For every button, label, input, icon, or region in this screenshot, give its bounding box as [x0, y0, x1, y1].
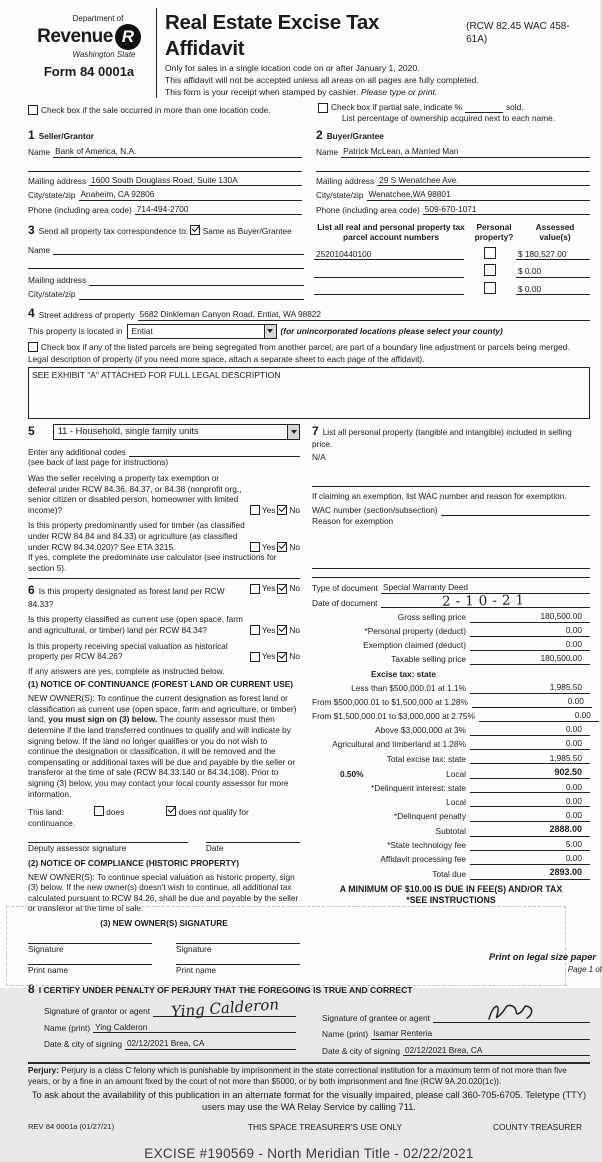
parcel-row [314, 247, 590, 261]
rcw-reference: (RCW 82.45 WAC 458-61A) [466, 21, 570, 45]
header-instruction-2: This affidavit will not be accepted unless all areas on all pages are fully completed. [165, 75, 479, 86]
title-block [156, 8, 590, 98]
page-number-note: Page 1 of [567, 965, 602, 974]
notice-continuance-title: (1) NOTICE OF CONTINUANCE (FOREST LAND OR CURRENT USE) [28, 679, 294, 690]
multi-location-label: Check box if the sale occurred in more than one location code. [41, 105, 271, 116]
land-does-not-checkbox[interactable] [166, 806, 176, 816]
certification-section: 8 I CERTIFY UNDER PENALTY OF PERJURY THAT THE FOREGOING IS TRUE AND CORRECT Signature of grantor or agent Ying Calderon Name (print) Ying Calderon Date & city of signing 02/12/2021 Brea, CA Signature of grantee or agent Name (print) Isamar Renteria Date & city of signing 02/12/2021 Brea, CA [28, 982, 590, 1057]
personal-property-line[interactable] [312, 476, 590, 487]
county-treasurer-label: COUNTY TREASURER [492, 1122, 582, 1133]
subtotal[interactable]: 2888.00 [470, 824, 590, 837]
parcel-number-field[interactable] [314, 267, 464, 278]
buyer-grantee-section: 2 Buyer/Grantee Name Patrick McLean, a Married Man Mailing address 29 S Wenatchee Ave. City/state/zip Wenatchee,WA 98801 Phone (including area code) 509-670-1071 [316, 128, 590, 216]
exemption-instruction: If claiming an exemption, list WAC number and reason for exemption. [312, 491, 567, 502]
correspondence-name-field[interactable] [53, 245, 304, 255]
document-date-field[interactable]: 2-10-21 [381, 596, 591, 609]
local-rate: 0.50% [340, 768, 364, 779]
section-7-number: 7 [312, 423, 319, 438]
section-1-heading: Seller/Grantor [38, 130, 95, 141]
form-number: Form 84 0001a [43, 64, 135, 80]
forest-yes-checkbox[interactable] [250, 584, 260, 594]
grantee-printed-name[interactable]: Isamar Renteria [371, 1028, 590, 1040]
affidavit-processing-fee[interactable]: 0.00 [470, 853, 590, 865]
form-revision: REV 84 0001a (01/27/21) [28, 1122, 115, 1132]
local-tax[interactable]: 902.50 [470, 767, 590, 780]
grantor-printed-name[interactable]: Ying Calderon [93, 1022, 296, 1034]
land-use-code-select[interactable]: 11 - Household, single family units [53, 424, 300, 440]
notice-compliance-title: (2) NOTICE OF COMPLIANCE (HISTORIC PROPERTY) [28, 858, 239, 868]
location-note: (for unincorporated locations please select your county) [280, 326, 503, 337]
parcel-number-field[interactable]: 252010440100 [314, 249, 464, 261]
certify-statement: I CERTIFY UNDER PENALTY OF PERJURY THAT THE FOREGOING IS TRUE AND CORRECT [38, 984, 413, 995]
top-checkbox-row [28, 102, 590, 123]
personal-property-value[interactable]: N/A [312, 451, 326, 462]
agency-block [28, 8, 150, 98]
footer-row [28, 1122, 590, 1133]
revenue-logo-icon: R [115, 24, 141, 50]
historical-yes-checkbox[interactable] [250, 652, 260, 662]
notice-compliance-body: NEW OWNER(S): To continue special valuation as historic property, sign (3) below. If the new owner(s) doesn't wish to continue, all additional tax calculated pursuant to RCW 84.26, shall be due and payable by the seller or transferor at the time of sale. [28, 871, 299, 914]
continuance-label: continuance. [28, 817, 76, 828]
washington-state-label: Washington State [72, 50, 136, 60]
historical-no-checkbox[interactable] [277, 652, 287, 662]
seller-citystatezip-field[interactable]: Anaheim, CA 92806 [79, 189, 303, 201]
exemption-yes-checkbox[interactable] [250, 505, 260, 515]
timber-yes-checkbox[interactable] [250, 542, 260, 552]
assessed-value-field[interactable]: $ 0.00 [516, 266, 590, 278]
timber-question: Is this property predominantly used for timber (as classified under RCW 84.84 and 84.33) or agriculture (as classified under RCW 84.34.020)? See ETA 3215. [28, 520, 245, 552]
predominate-use-note: If yes, complete the predominate use calculator (see instructions for section 5). [28, 552, 277, 573]
section-5-number: 5 [28, 424, 35, 439]
correspondence-citystatezip-field[interactable] [79, 290, 305, 300]
forest-no-checkbox[interactable] [277, 584, 287, 594]
header-instruction-3: This form is your receipt when stamped by cashier. Please type or print. [165, 87, 438, 98]
reason-exemption-line[interactable] [312, 558, 590, 569]
delinquent-interest-state[interactable]: 0.00 [470, 782, 590, 794]
grantor-signature-field[interactable] [153, 995, 296, 1021]
current-use-yes-checkbox[interactable] [250, 625, 260, 635]
buyer-mailing-field[interactable]: 29 S Wenatchee Ave. [377, 175, 590, 187]
current-use-no-checkbox[interactable] [277, 625, 287, 635]
dept-of-label: Department of [72, 14, 124, 23]
section-4-number: 4 [28, 305, 35, 320]
seller-phone-field[interactable]: 714-494-2700 [135, 204, 302, 216]
section-1-number: 1 [28, 127, 35, 142]
tier3-tax[interactable]: 0.00 [479, 710, 599, 722]
historical-question: Is this property receiving special valuation as historical property per RCW 84.26? [28, 640, 228, 662]
if-yes-note: If any answers are yes, complete as instructed below. [28, 665, 225, 676]
seller-mailing-field[interactable]: 1600 South Douglass Road, Suite 130A [89, 175, 302, 187]
chevron-down-icon [264, 325, 276, 338]
location-select[interactable]: Entiat [127, 324, 277, 339]
gross-selling-price[interactable]: 180,500.00 [470, 611, 590, 623]
parcel-numbers-header: List all real and personal property tax parcel account numbers [317, 222, 465, 243]
multi-location-checkbox[interactable] [28, 105, 38, 115]
tax-correspondence-section: 3 Send all property tax correspondence to: Same as Buyer/Grantee Name Mailing address City/state/zip [28, 223, 304, 299]
personal-property-deduct[interactable]: 0.00 [470, 625, 590, 637]
correspondence-extra-line[interactable] [28, 258, 304, 269]
land-use-section [28, 424, 300, 440]
personal-property-header: Personal property? [474, 222, 514, 243]
total-due[interactable]: 2893.00 [470, 867, 590, 880]
reason-exemption-label: Reason for exemption [312, 515, 394, 526]
tier4-tax[interactable]: 0.00 [470, 724, 590, 736]
header-instruction-1: Only for sales in a single location code on or after January 1, 2020. [165, 63, 420, 74]
additional-codes-note: (see back of last page for instructions) [28, 457, 169, 468]
buyer-citystatezip-field[interactable]: Wenatchee,WA 98801 [367, 189, 591, 201]
treasurer-space-label: THIS SPACE TREASURER'S USE ONLY [247, 1122, 403, 1133]
deputy-signature-label: Deputy assessor signature [28, 843, 127, 854]
current-use-question: Is this property classified as current use (open space, farm and agricultural, or timber) land per RCW 84.34? [28, 614, 243, 636]
property-address-section: 4 Street address of property 5682 Dinkleman Canyon Road, Entiat, WA 98822 This property is located in Entiat (for unincorporated locations please select your county) Check box if any of the listed parcels are being segregated from another parcel, are part of a boundary line adjustment or parcels being merged. Legal description of property (if you need more space, attach a separate sheet to each page of the affidavit). SEE EXHIBIT "A" ATTACHED FOR FULL LEGAL DESCRIPTION [28, 306, 590, 419]
partial-sale-suffix: sold. [505, 102, 524, 113]
section-2-number: 2 [316, 127, 323, 142]
same-as-buyer-checkbox[interactable] [190, 225, 200, 235]
delinquent-penalty[interactable]: 0.00 [470, 810, 590, 822]
delinquent-interest-local[interactable]: 0.00 [470, 796, 590, 808]
seller-name-extra-line[interactable] [28, 161, 302, 172]
taxable-selling-price[interactable]: 180,500.00 [470, 653, 590, 665]
state-technology-fee[interactable]: 5.00 [470, 839, 590, 851]
personal-property-section: 7 List all personal property (tangible and intangible) included in selling price. [312, 423, 572, 450]
partial-sale-note: List percentage of ownership acquired next to each name. [342, 113, 556, 124]
forest-land-question: 6 Is this property designated as forest land per RCW 84.33? [28, 583, 225, 609]
excise-tax-state-header: Excise tax: state [370, 668, 437, 679]
notice-continuance-body: NEW OWNER(S): To continue the current designation as forest land or classification as current use (open space, farm and agriculture, or timber) land, you must sign on (3) below. The county assessor must then determine if the land transferred continues to qualify and will indicate by signing below. If the land no longer qualifies or you do not wish to continue the designation or classification, it will be removed and the compensating or additional taxes will be due and payable by the seller or transferor at the time of sale (RCW 84.33.140 or 84.34.108). Prior to signing (3) below, you may contact your local county assessor for more information. [28, 693, 297, 799]
seller-name-field[interactable]: Bank of America, N.A. [53, 146, 302, 158]
buyer-name-extra-line[interactable] [316, 161, 590, 172]
agricultural-tax[interactable]: 0.00 [470, 738, 590, 750]
grantor-signature-script: Ying Calderon [170, 995, 280, 1021]
assessed-value-field[interactable]: $ 0.00 [516, 284, 590, 296]
land-does-checkbox[interactable] [94, 806, 104, 816]
document-type-field[interactable]: Special Warranty Deed [381, 582, 590, 594]
tier2-tax[interactable]: 0.00 [472, 696, 592, 708]
new-owner-signature-title: (3) NEW OWNER(S) SIGNATURE [100, 918, 228, 929]
perjury-notice: Perjury: Perjury is a class C felony which is punishable by imprisonment in the state correctional institution for a maximum term of not more than five years, or by a fine in an amount fixed by the court of not more than $5000, or by both imprisonment and fine (RCW 9A.20.020(1c)). [28, 1062, 590, 1087]
revenue-wordmark: Revenue [37, 26, 113, 48]
excise-stamp: EXCISE #190569 - North Meridian Title - 02/22/2021 [144, 1145, 474, 1161]
exemption-question: Was the seller receiving a property tax exemption or deferral under RCW 84.36, 84.37, or 84.38 (nonprofit org., senior citizen or disabled person, homeowner with limited income)? [28, 472, 242, 515]
buyer-name-field[interactable]: Patrick McLean, a Married Man [341, 146, 590, 158]
parcel-number-field[interactable] [314, 284, 464, 295]
personal-property-checkbox-1[interactable] [484, 247, 496, 259]
exemption-no-checkbox[interactable] [277, 505, 287, 515]
parcel-row [314, 282, 590, 296]
deputy-date-label: Date [205, 843, 224, 854]
grantee-signature-field[interactable] [433, 1002, 590, 1023]
personal-property-checkbox-3[interactable] [484, 282, 496, 294]
affidavit-form-page: Department of Revenue R Washington State Form 84 0001a Real Estate Excise Tax Affidavit (RCW 82.45 WAC 458-61A) Only for sales in a single location code on or after January 1, 2020. This affidavit will not be accepted unless all areas on all pages are fully completed. This form is your receipt when stamped by cashier. Please type or print. Check box if the sale occurred in more than one location code. Check box if partial sale, indicate % sold. List percentage of ownership acquired next to each name. 1 Seller/Grantor Name Bank of America, N.A. Mailing address 1600 South Douglass Road, Suite 130A City/state/zip Anaheim, CA 92806 Phone (including area code) 714-494-2700 2 Buyer/Grantee Name Patrick McLean, a Married Man Mailing address 29 S Wenatchee Ave. City/state/zip Wenatchee,WA 98801 Phone (including area code) 509-670-1071 3 Send all property tax correspondence to: Same as Buyer/Grantee Name Mailing address City/state/zip List all real and personal property tax parcel account numbers Personal property? Assessed value(s) 252010440100 $ 180,527.00 $ 0.00 $ 0.00 4 Street address of property 5682 Dinkleman Canyon Road, Entiat, WA 98822 This property is located in Entiat (for unincorporated locations please select your county) Check box if any of the listed parcels are being segregated from another parcel, are part of a boundary line adjustment or parcels being merged. Legal description of property (if you need more space, attach a separate sheet to each page of the affidavit). SEE EXHIBIT "A" ATTACHED FOR FULL LEGAL DESCRIPTION 5 11 - Household, single family units Enter any additional codes (see back of last page for instructions) Was the seller receiving a property tax exemption or deferral under RCW 84.36, 84.37, or 84.38 (nonprofit org., senior citizen or disabled person, homeowner with limited income)? Yes No Is this property predominantly used for timber (as classified under RCW 84.84 and 84.33) or agriculture (as classified under RCW 84.34.020)? See ETA 3215. Yes No If yes, complete the predominate use calculator (see instructions for section 5). 6 Is this property designated as forest land per RCW 84.33? Yes No Is this property classified as current use (open space, farm and agricultural, or timber) land per RCW 84.34? Yes No Is this property receiving special valuation as historical property per RCW 84.26? Yes No If any answers are yes, complete as instructed below. (1) NOTICE OF CONTINUANCE (FOREST LAND OR CURRENT USE) NEW OWNER(S): To continue the current designation as forest land or classification as current use (open space, farm and agriculture, or timber) land, you must sign on (3) below. The county assessor must then determine if the land transferred continues to qualify and will indicate by signing below. If the land no longer qualifies or you do not wish to continue the designation or classification, it will be removed and the compensating or additional taxes will be due and payable by the seller or transferor at the time of sale (RCW 84.33.140 or 84.34.108). Prior to signing (3) below, you may contact your local county assessor for more information. This land: does does not qualify for continuance. Deputy assessor signature Date (2) NOTICE OF COMPLIANCE (HISTORIC PROPERTY) NEW OWNER(S): To continue special valuation as historic property, sign (3) below. If the new owner(s) doesn't wish to continue, all additional tax calculated pursuant to RCW 84.26, shall be due and payable by the seller or transferor at the time of sale. (3) NEW OWNER(S) SIGNATURE Signature Signature Print name Print name 7 List all personal property (tangible and intangible) included in selling price. N/A If claiming an exemption, list WAC number and reason for exemption. WAC number (section/subsection) Reason for exemption Type of document Special Warranty Deed Date of document 2-10-21 Gross selling price 180,500.00 *Personal property (deduct) 0.00 Exemption claimed (deduct) 0.00 Taxable selling price 180,500.00 Excise tax: state Less than $500,000.01 at 1.1% 1,985.50 From $500,000.01 to $1,500,000 at 1.28% 0.00 From $1,500,000.01 to $3,000,000 at 2.75% 0.00 Above $3,000,000 at 3% 0.00 Agricultural and timberland at 1.28% 0.00 Total excise tax: state 1,985.50 0.50% Local 902.50 *Delinquent interest: state 0.00 Local 0.00 *Delinquent penalty 0.00 Subtotal 2888.00 *State technology fee 5.00 Affidavit processing fee 0.00 Total due 2893.00 A MINIMUM OF $10.00 IS DUE IN FEE(S) AND/OR TAX *SEE INSTRUCTIONS 8 I CERTIFY UNDER PENALTY OF PERJURY THAT THE FOREGOING IS TRUE AND CORRECT Signature of grantor or agent Ying Calderon Name (print) Ying Calderon Date & city of signing 02/12/2021 Brea, CA Signature of grantee or agent Name (print) Isamar Renteria Date & city of signing 02/12/2021 Brea, CA Perjury: Perjury is a class C felony which is punishable by imprisonment in the state correctional institution for a maximum term of not more than five years, or by a fine in an amount fixed by the court of not more than $5000, or by both imprisonment and fine (RCW 9A.20.020(1c)). To ask about the availability of this publication in an alternate format for the visually impaired, please call 360-705-6705. Teletype (TTY) users may use the WA Relay Service by calling 711. REV 84 0001a (01/27/21) THIS SPACE TREASURER'S USE ONLY COUNTY TREASURER EXCISE #190569 - North Meridian Title - 02/22/2021 Print on legal size paper Page 1 of [0, 0, 600, 988]
assessed-value-field[interactable]: $ 180,527.00 [516, 249, 590, 261]
segregated-parcels-checkbox[interactable] [28, 342, 38, 352]
grantee-signature-scribble [485, 1002, 537, 1022]
minimum-due-note: A MINIMUM OF $10.00 IS DUE IN FEE(S) AND/OR TAX *SEE INSTRUCTIONS [339, 883, 563, 906]
wac-number-field[interactable] [441, 506, 590, 516]
correspondence-mailing-field[interactable] [89, 276, 304, 286]
timber-no-checkbox[interactable] [277, 542, 287, 552]
grantee-date-city[interactable]: 02/12/2021 Brea, CA [403, 1045, 590, 1057]
chevron-down-icon [287, 425, 299, 439]
seller-grantor-section: 1 Seller/Grantor Name Bank of America, N.A. Mailing address 1600 South Douglass Road, Suite 130A City/state/zip Anaheim, CA 92806 Phone (including area code) 714-494-2700 [28, 128, 302, 216]
section-2-heading: Buyer/Grantee [326, 130, 384, 141]
section-8-number: 8 [28, 981, 35, 996]
grantor-date-city[interactable]: 02/12/2021 Brea, CA [125, 1038, 296, 1050]
assessed-value-header: Assessed value(s) [535, 222, 575, 243]
segregated-parcels-label: Check box if any of the listed parcels are being segregated from another parcel, are part of a boundary line adjustment or parcels being merged. [41, 341, 570, 352]
exemption-claimed-deduct[interactable]: 0.00 [470, 639, 590, 651]
partial-sale-checkbox[interactable] [318, 103, 328, 113]
total-excise-state[interactable]: 1,985.50 [470, 753, 590, 765]
street-address-field[interactable]: 5682 Dinkleman Canyon Road, Entiat, WA 98822 [138, 309, 590, 321]
same-as-buyer-label: Same as Buyer/Grantee [202, 226, 292, 237]
partial-sale-label: Check box if partial sale, indicate % [331, 102, 462, 113]
section-3-number: 3 [28, 223, 35, 238]
print-legal-note: Print on legal size paper [489, 952, 596, 962]
legal-description-label: Legal description of property (if you need more space, attach a separate sheet to each page of the affidavit). [28, 354, 425, 365]
page-title: Real Estate Excise Tax Affidavit [165, 11, 380, 61]
buyer-phone-field[interactable]: 509-670-1071 [423, 204, 590, 216]
personal-property-checkbox-2[interactable] [484, 264, 496, 276]
parcel-list [314, 223, 590, 299]
tier1-tax[interactable]: 1,985.50 [470, 682, 590, 694]
parcel-row [314, 264, 590, 278]
additional-codes-field[interactable] [129, 447, 300, 457]
legal-description-box[interactable]: SEE EXHIBIT "A" ATTACHED FOR FULL LEGAL DESCRIPTION [28, 367, 590, 419]
alternate-format-note: To ask about the availability of this publication in an alternate format for the visually impaired, please call 360-705-6705. Teletype (TTY) users may use the WA Relay Service by calling 711. [31, 1089, 587, 1112]
form-header [28, 8, 590, 98]
